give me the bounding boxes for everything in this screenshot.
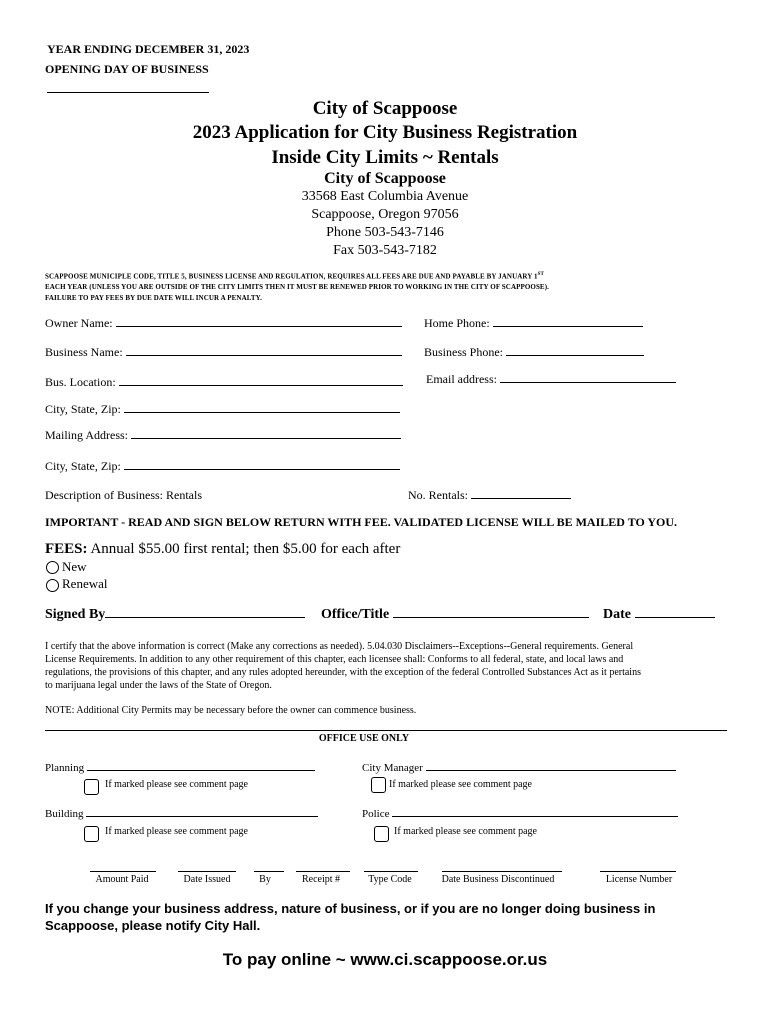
office-title-input[interactable] (393, 605, 589, 618)
opening-day-line[interactable] (47, 92, 209, 93)
amount-paid-label: Amount Paid (95, 874, 149, 885)
email-label: Email address: (426, 372, 497, 386)
mailing-address-field (45, 428, 401, 443)
by-label: By (259, 874, 271, 885)
office-title-label: Office/Title (321, 607, 390, 622)
police-comment-label: If marked please see comment page (394, 826, 537, 837)
city-manager-comment-checkbox[interactable] (371, 777, 386, 793)
city-manager-label: City Manager (362, 762, 423, 774)
business-name-label: Business Name: (45, 345, 123, 359)
city-manager-input[interactable] (426, 760, 676, 771)
building-comment-label: If marked please see comment page (105, 826, 248, 837)
police-label: Police (362, 808, 390, 820)
new-radio[interactable] (46, 561, 59, 574)
email-field (426, 372, 676, 387)
new-label: New (62, 559, 87, 574)
mailing-address-label: Mailing Address: (45, 428, 128, 442)
city-state-zip-input-2[interactable] (124, 459, 400, 470)
planning-field (45, 760, 315, 774)
title-city: City of Scappoose (312, 98, 458, 119)
bus-location-field (45, 375, 403, 390)
address-fax: Fax 503-543-7182 (333, 243, 437, 258)
title-application: 2023 Application for City Business Registration (192, 122, 578, 143)
owner-name-field (45, 316, 402, 331)
pay-online-link[interactable]: To pay online ~ www.ci.scappoose.or.us (222, 950, 548, 969)
office-title-field (321, 605, 589, 623)
city-manager-comment-label: If marked please see comment page (389, 779, 532, 790)
receipt-label: Receipt # (301, 874, 341, 885)
date-discontinued-line[interactable] (442, 871, 562, 872)
description-of-business: Description of Business: Rentals (45, 488, 202, 502)
home-phone-input[interactable] (493, 316, 643, 327)
note-text: NOTE: Additional City Permits may be necessary before the owner can commence business. (45, 705, 417, 716)
date-input[interactable] (635, 605, 715, 618)
owner-name-label: Owner Name: (45, 316, 113, 330)
no-rentals-field (408, 488, 571, 503)
city-state-zip-label-1: City, State, Zip: (45, 402, 121, 416)
important-notice: IMPORTANT - READ AND SIGN BELOW RETURN WITH FEE. VALIDATED LICENSE WILL BE MAILED TO YOU. (45, 515, 678, 529)
date-field (603, 605, 715, 623)
owner-name-input[interactable] (116, 316, 402, 327)
title-rentals: Inside City Limits ~ Rentals (271, 147, 499, 168)
fees-text: Annual $55.00 first rental; then $5.00 for each after (87, 541, 401, 557)
planning-comment-label: If marked please see comment page (105, 779, 248, 790)
email-input[interactable] (500, 372, 676, 383)
building-comment-checkbox[interactable] (84, 826, 99, 842)
year-ending: YEAR ENDING DECEMBER 31, 2023 (47, 42, 250, 56)
notice-line-2: EACH YEAR (UNLESS YOU ARE OUTSIDE OF THE CITY LIMITS THEN IT MUST BE RENEWED PRIOR TO WORKING IN THE CITY OF SCAPPOOSE). (45, 283, 549, 291)
building-field (45, 806, 318, 820)
police-comment-checkbox[interactable] (374, 826, 389, 842)
home-phone-field (424, 316, 643, 331)
change-notice-line-1: If you change your business address, nature of business, or if you are no longer doing business in (45, 901, 656, 916)
amount-paid-line[interactable] (90, 871, 156, 872)
receipt-line[interactable] (296, 871, 350, 872)
business-name-field (45, 345, 402, 360)
certify-line-4: to marijuana legal under the laws of the State of Oregon. (45, 680, 272, 691)
certify-line-2: License Requirements. In addition to any other requirement of this chapter, each licensee shall: Conforms to all federal, state, and local laws and (45, 654, 624, 665)
date-issued-line[interactable] (178, 871, 236, 872)
address-street: 33568 East Columbia Avenue (301, 189, 469, 204)
date-label: Date (603, 607, 631, 622)
no-rentals-label: No. Rentals: (408, 488, 468, 502)
notice-line-3: FAILURE TO PAY FEES BY DUE DATE WILL INCUR A PENALTY. (45, 294, 262, 302)
date-discontinued-label: Date Business Discontinued (441, 874, 555, 885)
renewal-radio[interactable] (46, 579, 59, 592)
city-state-zip-input-1[interactable] (124, 402, 400, 413)
city-state-zip-label-2: City, State, Zip: (45, 459, 121, 473)
license-number-line[interactable] (600, 871, 676, 872)
certify-line-1: I certify that the above information is correct (Make any corrections as needed). 5.04.030 Disclaimers--Exceptions--General requirements. General (45, 641, 634, 652)
planning-comment-checkbox[interactable] (84, 779, 99, 795)
change-notice-line-2: Scappoose, please notify City Hall. (45, 918, 261, 933)
address-phone: Phone 503-543-7146 (326, 225, 444, 240)
building-input[interactable] (86, 806, 318, 817)
police-input[interactable] (392, 806, 678, 817)
building-label: Building (45, 808, 84, 820)
notice-line-1: SCAPPOOSE MUNICIPLE CODE, TITLE 5, BUSINESS LICENSE AND REGULATION, REQUIRES ALL FEES ARE DUE AND PAYABLE BY JANUARY 1ST (45, 272, 544, 281)
signed-by-label: Signed By (45, 607, 106, 622)
office-divider (45, 730, 727, 731)
renewal-label: Renewal (62, 576, 108, 591)
change-notice (45, 900, 725, 934)
city-state-zip-field-1 (45, 402, 400, 417)
type-code-label: Type Code (368, 874, 412, 885)
bus-location-label: Bus. Location: (45, 375, 116, 389)
bus-location-input[interactable] (119, 375, 403, 386)
license-number-label: License Number (605, 874, 673, 885)
opening-day-label: OPENING DAY OF BUSINESS (45, 62, 209, 76)
business-phone-field (424, 345, 644, 360)
certify-line-3: regulations, the provisions of this chapter, and any rules adopted hereunder, with the exception of the federal Controlled Substances Act as it pertains (45, 667, 641, 678)
planning-input[interactable] (87, 760, 315, 771)
certify-text (45, 640, 641, 692)
home-phone-label: Home Phone: (424, 316, 490, 330)
by-line[interactable] (254, 871, 284, 872)
city-manager-field (362, 760, 676, 774)
address-city: Scappoose, Oregon 97056 (311, 207, 459, 222)
business-phone-input[interactable] (506, 345, 644, 356)
signed-by-input[interactable] (105, 605, 305, 618)
date-issued-label: Date Issued (183, 874, 231, 885)
address-name: City of Scappoose (324, 170, 446, 187)
no-rentals-input[interactable] (471, 488, 571, 499)
police-field (362, 806, 678, 820)
fees-label: FEES: (45, 541, 88, 557)
city-state-zip-field-2 (45, 459, 400, 474)
type-code-line[interactable] (364, 871, 418, 872)
office-use-title: OFFICE USE ONLY (318, 733, 410, 744)
business-phone-label: Business Phone: (424, 345, 504, 359)
business-name-input[interactable] (126, 345, 402, 356)
signed-by-field (45, 605, 305, 623)
fees-line (45, 541, 400, 558)
planning-label: Planning (45, 762, 85, 774)
mailing-address-input[interactable] (131, 428, 401, 439)
